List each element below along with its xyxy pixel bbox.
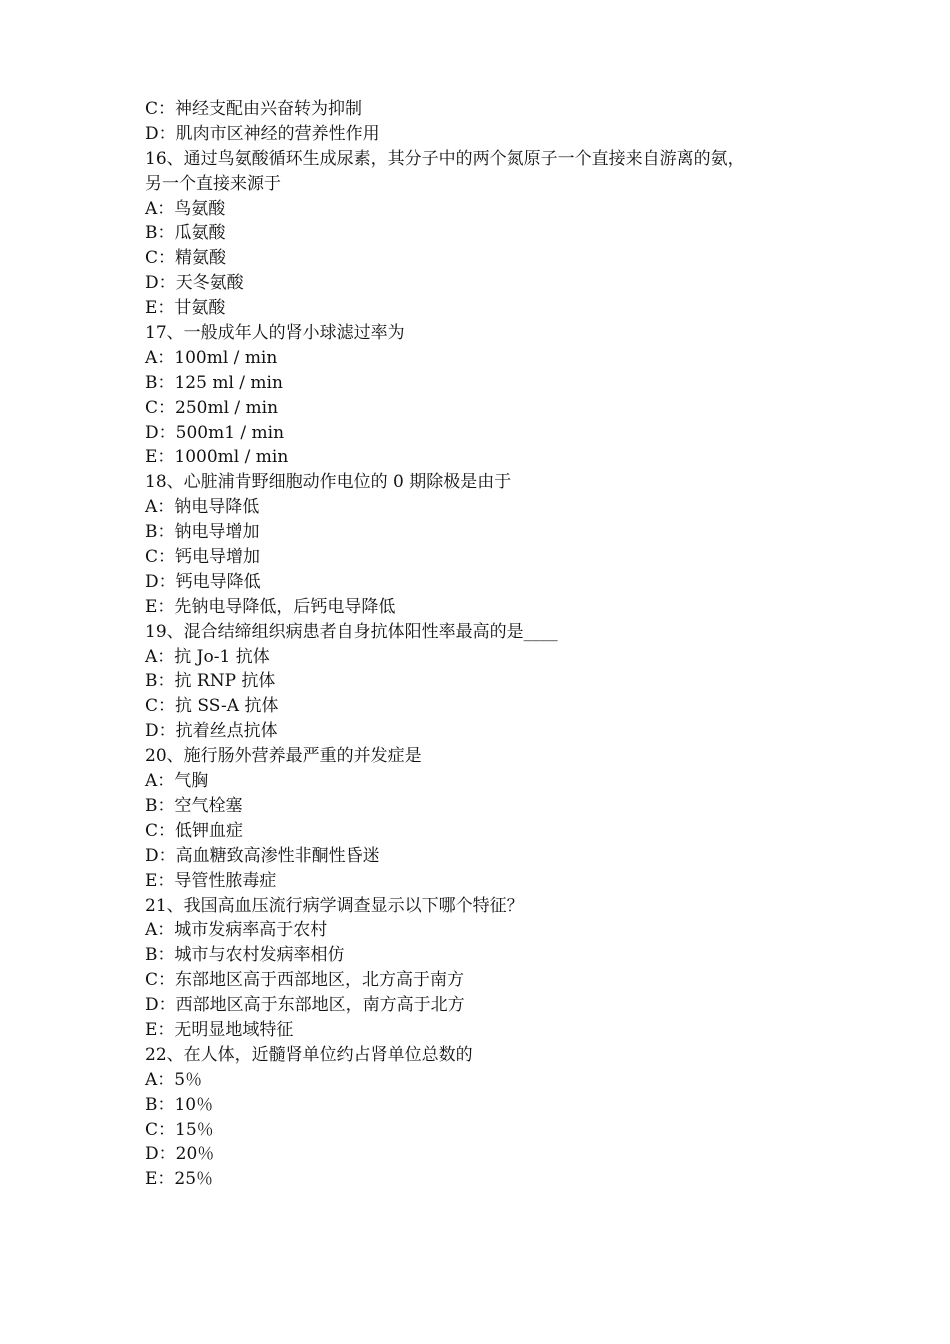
q18-option-e: E：先钠电导降低，后钙电导降低 <box>145 596 396 617</box>
q16-option-b: B：瓜氨酸 <box>145 223 226 244</box>
q18-option-c: C：钙电导增加 <box>145 547 261 568</box>
q16-option-e: E：甘氨酸 <box>145 298 226 319</box>
document-page <box>145 97 825 1192</box>
option-d-nerve-trophic: D：肌肉市区神经的营养性作用 <box>145 123 380 144</box>
q19-option-a: A：抗 Jo-1 抗体 <box>145 646 270 667</box>
q22-option-b: B：10％ <box>145 1094 214 1115</box>
option-c-nerve-inhibition: C：神经支配由兴奋转为抑制 <box>145 99 363 119</box>
q17-option-c: C：250ml / min <box>145 397 279 418</box>
q22-option-a: A：5％ <box>145 1069 203 1090</box>
question-18: 18、心脏浦肯野细胞动作电位的 0 期除极是由于 <box>145 472 512 493</box>
q19-option-c: C：抗 SS-A 抗体 <box>145 696 279 717</box>
q21-option-d: D：西部地区高于东部地区，南方高于北方 <box>145 995 465 1016</box>
question-17: 17、一般成年人的肾小球滤过率为 <box>145 323 405 344</box>
q17-option-e: E：1000ml / min <box>145 447 289 468</box>
q16-option-d: D：天冬氨酸 <box>145 273 244 294</box>
q21-option-c: C：东部地区高于西部地区，北方高于南方 <box>145 970 465 991</box>
q19-option-d: D：抗着丝点抗体 <box>145 721 278 742</box>
q16-option-a: A：鸟氨酸 <box>145 198 226 219</box>
q20-option-c: C：低钾血症 <box>145 820 244 841</box>
question-16-continued: 另一个直接来源于 <box>145 173 281 194</box>
q19-option-b: B：抗 RNP 抗体 <box>145 671 276 692</box>
q17-option-a: A：100ml / min <box>145 347 278 368</box>
q21-option-a: A：城市发病率高于农村 <box>145 920 328 941</box>
question-16: 16、通过鸟氨酸循环生成尿素，其分子中的两个氮原子一个直接来自游离的氨， <box>145 148 745 169</box>
q22-option-e: E：25％ <box>145 1169 214 1190</box>
q21-option-b: B：城市与农村发病率相仿 <box>145 945 345 966</box>
q20-option-d: D：高血糖致高渗性非酮性昏迷 <box>145 845 380 866</box>
q18-option-a: A：钠电导降低 <box>145 497 260 518</box>
question-19: 19、混合结缔组织病患者自身抗体阳性率最高的是____ <box>145 621 558 642</box>
q20-option-b: B：空气栓塞 <box>145 795 243 816</box>
q20-option-a: A：气胸 <box>145 771 209 792</box>
q17-option-b: B：125 ml / min <box>145 372 283 393</box>
question-20: 20、施行肠外营养最严重的并发症是 <box>145 746 422 767</box>
question-22: 22、在人体，近髓肾单位约占肾单位总数的 <box>145 1044 473 1065</box>
q20-option-e: E：导管性脓毒症 <box>145 870 277 891</box>
q18-option-d: D：钙电导降低 <box>145 571 261 592</box>
q22-option-d: D：20％ <box>145 1144 215 1165</box>
q18-option-b: B：钠电导增加 <box>145 522 260 543</box>
q22-option-c: C：15％ <box>145 1119 214 1140</box>
q21-option-e: E：无明显地域特征 <box>145 1019 294 1040</box>
q17-option-d: D：500m1 / min <box>145 422 285 443</box>
question-21: 21、我国高血压流行病学调查显示以下哪个特征？ <box>145 895 524 916</box>
q16-option-c: C：精氨酸 <box>145 248 227 269</box>
